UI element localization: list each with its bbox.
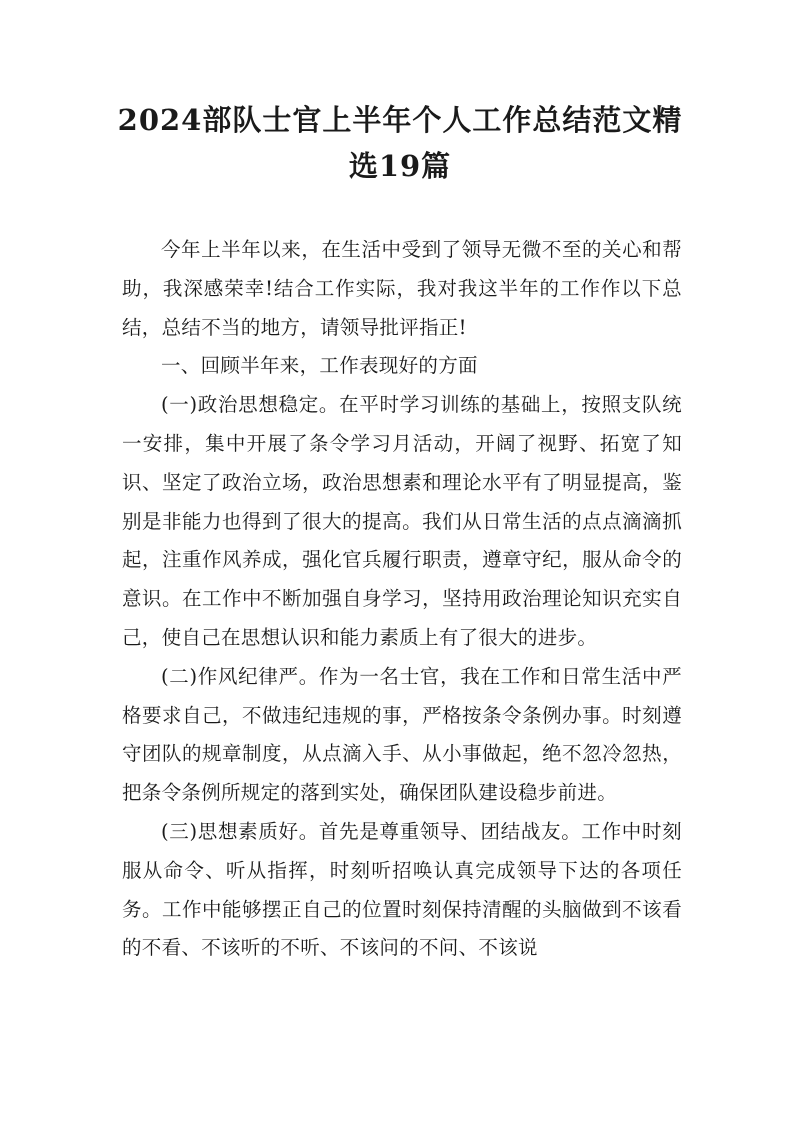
document-body [122,231,682,968]
document-title: 2024部队士官上半年个人工作总结范文精选19篇 [117,103,683,183]
paragraph-political-thought: (一)政治思想稳定。在平时学习训练的基础上，按照支队统一安排，集中开展了条令学习月活动，开阔了视野、拓宽了知识、坚定了政治立场，政治思想素和理论水平有了明显提高，鉴别是非能力也得到了很大的提高。我们从日常生活的点点滴滴抓起，注重作风养成，强化官兵履行职责，遵章守纪，服从命令的意识。在工作中不断加强自身学习，坚持用政治理论知识充实自己，使自己在思想认识和能力素质上有了很大的进步。 [122,393,682,649]
paragraph-ideological-quality: (三)思想素质好。首先是尊重领导、团结战友。工作中时刻服从命令、听从指挥，时刻听招唤认真完成领导下达的各项任务。工作中能够摆正自己的位置时刻保持清醒的头脑做到不该看的不看、不该听的不听、不该问的不问、不该说 [122,819,682,960]
paragraph-discipline: (二)作风纪律严。作为一名士官，我在工作和日常生活中严格要求自己，不做违纪违规的事，严格按条令条例办事。时刻遵守团队的规章制度，从点滴入手、从小事做起，绝不忽冷忽热，把条令条例所规定的落到实处，确保团队建设稳步前进。 [122,664,682,805]
section-heading: 一、回顾半年来，工作表现好的方面 [161,354,478,378]
intro-paragraph: 今年上半年以来，在生活中受到了领导无微不至的关心和帮助，我深感荣幸!结合工作实际，我对我这半年的工作作以下总结，总结不当的地方，请领导批评指正! [122,238,682,339]
